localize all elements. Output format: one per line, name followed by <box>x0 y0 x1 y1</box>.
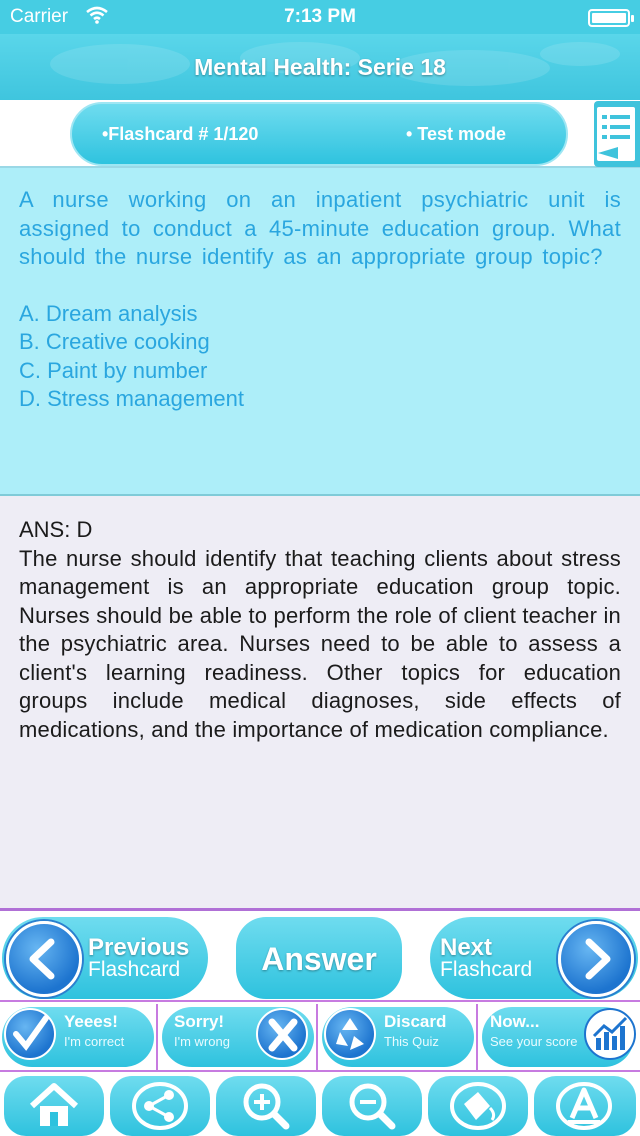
answer-options <box>19 300 621 414</box>
answer-explanation: The nurse should identify that teaching clients about stress management is an appropriate education group topic. Nurses should be able to perform the role of client teacher in the psychiatric area. Nurses need to be able to assess a client's learning readiness. Other topics for education groups include medical diagnoses, side effects of medications, and the importance of medication compliance. <box>19 545 621 742</box>
status-bar <box>0 0 640 34</box>
home-button[interactable] <box>4 1076 104 1136</box>
question-panel <box>0 168 640 496</box>
bottom-controls <box>0 908 640 1136</box>
correct-button[interactable] <box>0 1004 158 1070</box>
correct-sublabel: I'm correct <box>64 1034 125 1049</box>
info-row <box>0 100 640 168</box>
flashcard-counter: •Flashcard # 1/120 <box>102 124 259 144</box>
wrong-button[interactable] <box>160 1004 318 1070</box>
next-flashcard-button[interactable] <box>430 917 638 999</box>
option-d: D. Stress management <box>19 386 244 411</box>
carrier-label: Carrier <box>10 6 69 27</box>
recycle-icon <box>324 1008 376 1060</box>
battery-icon <box>588 9 630 27</box>
navigation-row <box>0 908 640 1000</box>
option-a: A. Dream analysis <box>19 300 198 326</box>
next-label: Next <box>440 934 493 961</box>
mode-label: • Test mode <box>406 124 506 144</box>
previous-flashcard-button[interactable] <box>2 917 208 999</box>
share-icon <box>132 1080 188 1132</box>
paint-bucket-icon <box>450 1080 506 1132</box>
share-button[interactable] <box>110 1076 210 1136</box>
wrong-label: Sorry! <box>174 1012 225 1031</box>
answer-panel <box>0 496 640 908</box>
zoom-in-icon <box>238 1080 294 1132</box>
zoom-out-button[interactable] <box>322 1076 422 1136</box>
answer-button[interactable] <box>236 917 402 999</box>
score-label: Now... <box>490 1012 540 1031</box>
background-color-button[interactable] <box>428 1076 528 1136</box>
next-sublabel: Flashcard <box>440 958 533 981</box>
wrong-sublabel: I'm wrong <box>174 1034 230 1049</box>
font-button[interactable] <box>534 1076 636 1136</box>
toolbar-row <box>0 1070 640 1136</box>
question-text: A nurse working on an inpatient psychiatric unit is assigned to conduct a 45-minute education group. What should the nurse identify as an appropriate group topic? <box>19 187 621 269</box>
checkmark-icon <box>4 1008 56 1060</box>
nav-bar <box>0 34 640 100</box>
page-title: Mental Health: Serie 18 <box>194 54 446 80</box>
see-score-button[interactable] <box>480 1004 640 1070</box>
previous-sublabel: Flashcard <box>88 958 181 981</box>
flashcard-list-button[interactable] <box>594 101 640 167</box>
option-b: B. Creative cooking <box>19 329 210 354</box>
info-pill <box>70 102 568 166</box>
discard-quiz-button[interactable] <box>320 1004 478 1070</box>
discard-label: Discard <box>384 1012 447 1031</box>
feedback-row <box>0 1000 640 1070</box>
clock: 7:13 PM <box>284 6 356 27</box>
home-icon <box>26 1080 82 1132</box>
zoom-out-icon <box>344 1080 400 1132</box>
font-icon <box>556 1080 612 1132</box>
chart-icon <box>584 1008 636 1060</box>
score-sublabel: See your score <box>490 1034 578 1049</box>
zoom-in-button[interactable] <box>216 1076 316 1136</box>
list-icon <box>594 101 640 167</box>
correct-label: Yeees! <box>64 1012 118 1031</box>
answer-label: ANS: D <box>19 517 93 542</box>
answer-button-label: Answer <box>261 941 377 977</box>
arrow-right-icon <box>558 921 634 997</box>
discard-sublabel: This Quiz <box>384 1034 439 1049</box>
option-c: C. Paint by number <box>19 357 208 383</box>
arrow-left-icon <box>6 921 82 997</box>
previous-label: Previous <box>88 934 190 961</box>
cross-icon <box>256 1008 308 1060</box>
